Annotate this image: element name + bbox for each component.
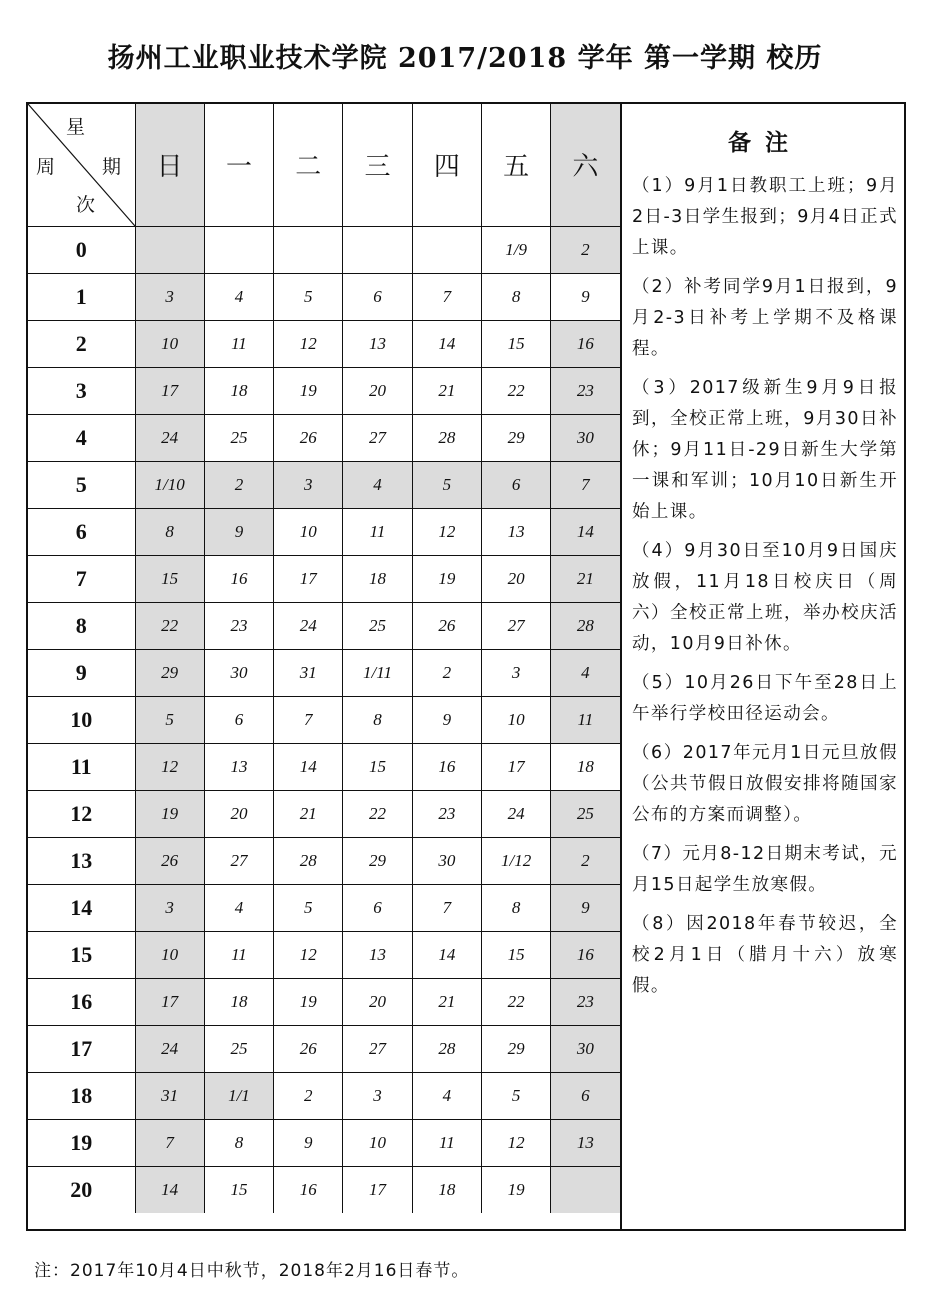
date-cell: 10 xyxy=(274,508,343,555)
date-cell: 11 xyxy=(551,696,620,743)
date-cell: 27 xyxy=(343,414,412,461)
date-cell: 1/9 xyxy=(481,226,550,273)
date-cell: 14 xyxy=(135,1166,204,1213)
date-cell xyxy=(274,226,343,273)
week-number: 19 xyxy=(28,1119,135,1166)
week-number: 4 xyxy=(28,414,135,461)
date-cell xyxy=(343,226,412,273)
date-cell: 13 xyxy=(343,931,412,978)
date-cell: 1/12 xyxy=(481,837,550,884)
date-cell: 12 xyxy=(274,931,343,978)
date-cell: 7 xyxy=(412,884,481,931)
date-cell: 4 xyxy=(412,1072,481,1119)
date-cell: 2 xyxy=(274,1072,343,1119)
date-cell: 29 xyxy=(343,837,412,884)
date-cell: 8 xyxy=(204,1119,273,1166)
date-cell: 17 xyxy=(274,555,343,602)
week-row xyxy=(28,1119,620,1166)
week-row xyxy=(28,508,620,555)
date-cell: 14 xyxy=(274,743,343,790)
week-number: 5 xyxy=(28,461,135,508)
week-number: 16 xyxy=(28,978,135,1025)
date-cell: 17 xyxy=(135,367,204,414)
date-cell: 13 xyxy=(551,1119,620,1166)
date-cell: 4 xyxy=(204,273,273,320)
date-cell: 24 xyxy=(274,602,343,649)
date-cell: 4 xyxy=(343,461,412,508)
corner-label-left: 周 xyxy=(36,156,56,178)
date-cell: 15 xyxy=(135,555,204,602)
date-cell: 2 xyxy=(412,649,481,696)
remarks-list xyxy=(632,171,898,1002)
week-number: 12 xyxy=(28,790,135,837)
date-cell: 25 xyxy=(551,790,620,837)
date-cell: 16 xyxy=(204,555,273,602)
date-cell: 2 xyxy=(551,837,620,884)
date-cell: 31 xyxy=(135,1072,204,1119)
date-cell: 27 xyxy=(481,602,550,649)
date-cell: 30 xyxy=(551,1025,620,1072)
date-cell: 23 xyxy=(551,978,620,1025)
date-cell: 11 xyxy=(412,1119,481,1166)
remark-item: （7）元月8-12日期末考试，元月15日起学生放寒假。 xyxy=(632,844,898,895)
date-cell: 18 xyxy=(204,367,273,414)
remark-item: （2）补考同学9月1日报到，9月2-3日补考上学期不及格课程。 xyxy=(632,277,898,359)
date-cell: 11 xyxy=(204,931,273,978)
date-cell: 28 xyxy=(551,602,620,649)
week-number: 9 xyxy=(28,649,135,696)
week-row xyxy=(28,367,620,414)
date-cell: 2 xyxy=(204,461,273,508)
date-cell: 5 xyxy=(274,273,343,320)
remark-item: （3）2017级新生9月9日报到，全校正常上班，9月30日补休；9月11日-29日新生大学第一课和军训；10月10日新生开始上课。 xyxy=(632,378,898,522)
date-cell: 13 xyxy=(343,320,412,367)
date-cell: 16 xyxy=(551,931,620,978)
date-cell: 19 xyxy=(481,1166,550,1213)
week-number: 17 xyxy=(28,1025,135,1072)
date-cell: 12 xyxy=(481,1119,550,1166)
date-cell: 30 xyxy=(204,649,273,696)
date-cell: 4 xyxy=(551,649,620,696)
date-cell: 19 xyxy=(412,555,481,602)
date-cell: 15 xyxy=(204,1166,273,1213)
date-cell: 4 xyxy=(204,884,273,931)
date-cell: 19 xyxy=(274,367,343,414)
date-cell: 18 xyxy=(551,743,620,790)
date-cell: 14 xyxy=(412,320,481,367)
week-number: 3 xyxy=(28,367,135,414)
week-number: 20 xyxy=(28,1166,135,1213)
day-header-thu: 四 xyxy=(412,104,481,226)
date-cell: 28 xyxy=(412,414,481,461)
week-number: 11 xyxy=(28,743,135,790)
date-cell: 17 xyxy=(481,743,550,790)
date-cell: 24 xyxy=(481,790,550,837)
date-cell: 22 xyxy=(343,790,412,837)
day-header-sun: 日 xyxy=(135,104,204,226)
date-cell: 8 xyxy=(135,508,204,555)
date-cell: 7 xyxy=(412,273,481,320)
week-row xyxy=(28,931,620,978)
date-cell: 20 xyxy=(343,367,412,414)
date-cell: 5 xyxy=(412,461,481,508)
week-number: 7 xyxy=(28,555,135,602)
date-cell: 6 xyxy=(343,884,412,931)
date-cell: 5 xyxy=(274,884,343,931)
date-cell: 23 xyxy=(204,602,273,649)
day-header-fri: 五 xyxy=(481,104,550,226)
date-cell: 21 xyxy=(551,555,620,602)
date-cell: 1/1 xyxy=(204,1072,273,1119)
date-cell: 29 xyxy=(481,1025,550,1072)
date-cell: 30 xyxy=(551,414,620,461)
date-cell: 19 xyxy=(135,790,204,837)
date-cell: 9 xyxy=(551,273,620,320)
date-cell: 3 xyxy=(135,884,204,931)
date-cell: 18 xyxy=(204,978,273,1025)
date-cell: 16 xyxy=(274,1166,343,1213)
date-cell: 9 xyxy=(551,884,620,931)
corner-label-right: 期 xyxy=(102,156,122,178)
date-cell: 5 xyxy=(481,1072,550,1119)
week-row xyxy=(28,414,620,461)
remarks-panel xyxy=(620,104,906,1229)
page-title: 扬州工业职业技术学院 2017/2018 学年 第一学期 校历 xyxy=(107,43,823,74)
date-cell: 6 xyxy=(551,1072,620,1119)
date-cell: 28 xyxy=(412,1025,481,1072)
date-cell: 26 xyxy=(412,602,481,649)
calendar-table xyxy=(28,104,621,1213)
date-cell: 11 xyxy=(343,508,412,555)
week-row xyxy=(28,602,620,649)
week-row xyxy=(28,273,620,320)
date-cell: 15 xyxy=(481,931,550,978)
week-number: 18 xyxy=(28,1072,135,1119)
date-cell: 12 xyxy=(412,508,481,555)
date-cell xyxy=(551,1166,620,1213)
date-cell: 18 xyxy=(343,555,412,602)
date-cell: 23 xyxy=(551,367,620,414)
week-number: 8 xyxy=(28,602,135,649)
date-cell: 10 xyxy=(135,320,204,367)
date-cell: 25 xyxy=(343,602,412,649)
remark-item: （6）2017年元月1日元旦放假（公共节假日放假安排将随国家公布的方案而调整）。 xyxy=(632,743,898,825)
date-cell: 22 xyxy=(481,367,550,414)
week-number: 13 xyxy=(28,837,135,884)
week-row xyxy=(28,555,620,602)
date-cell: 7 xyxy=(135,1119,204,1166)
remark-item: （1）9月1日教职工上班；9月2日-3日学生报到；9月4日正式上课。 xyxy=(632,176,898,258)
date-cell: 19 xyxy=(274,978,343,1025)
week-row xyxy=(28,320,620,367)
date-cell: 21 xyxy=(412,367,481,414)
date-cell: 6 xyxy=(343,273,412,320)
date-cell: 26 xyxy=(135,837,204,884)
week-number: 14 xyxy=(28,884,135,931)
date-cell: 3 xyxy=(343,1072,412,1119)
date-cell: 24 xyxy=(135,414,204,461)
week-row xyxy=(28,1166,620,1213)
date-cell: 3 xyxy=(135,273,204,320)
day-header-sat: 六 xyxy=(551,104,620,226)
date-cell: 16 xyxy=(412,743,481,790)
week-number: 1 xyxy=(28,273,135,320)
date-cell: 11 xyxy=(204,320,273,367)
date-cell: 12 xyxy=(274,320,343,367)
date-cell: 22 xyxy=(481,978,550,1025)
date-cell: 3 xyxy=(481,649,550,696)
date-cell: 20 xyxy=(204,790,273,837)
date-cell: 25 xyxy=(204,414,273,461)
date-cell: 9 xyxy=(204,508,273,555)
date-cell: 20 xyxy=(343,978,412,1025)
date-cell: 22 xyxy=(135,602,204,649)
date-cell: 15 xyxy=(343,743,412,790)
header-row xyxy=(28,104,620,226)
footnote: 注：2017年10月4日中秋节，2018年2月16日春节。 xyxy=(34,1261,470,1281)
remark-item: （4）9月30日至10月9日国庆放假，11月18日校庆日（周六）全校正常上班，举办校庆活动，10月9日补休。 xyxy=(632,541,898,654)
week-row xyxy=(28,226,620,273)
date-cell: 18 xyxy=(412,1166,481,1213)
calendar-frame xyxy=(26,102,906,1231)
date-cell: 23 xyxy=(412,790,481,837)
remarks-title: 备注 xyxy=(728,130,802,156)
week-row xyxy=(28,884,620,931)
date-cell: 10 xyxy=(481,696,550,743)
date-cell: 1/11 xyxy=(343,649,412,696)
date-cell: 3 xyxy=(274,461,343,508)
week-number: 15 xyxy=(28,931,135,978)
week-row xyxy=(28,790,620,837)
week-row xyxy=(28,696,620,743)
date-cell: 13 xyxy=(481,508,550,555)
date-cell: 14 xyxy=(412,931,481,978)
date-cell: 6 xyxy=(204,696,273,743)
corner-label-top: 星 xyxy=(66,116,86,138)
corner-label-bottom: 次 xyxy=(76,194,96,216)
date-cell: 29 xyxy=(135,649,204,696)
date-cell: 25 xyxy=(204,1025,273,1072)
date-cell: 21 xyxy=(412,978,481,1025)
date-cell: 8 xyxy=(343,696,412,743)
day-header-tue: 二 xyxy=(274,104,343,226)
week-number: 10 xyxy=(28,696,135,743)
week-row xyxy=(28,837,620,884)
date-cell: 24 xyxy=(135,1025,204,1072)
week-row xyxy=(28,1025,620,1072)
date-cell xyxy=(135,226,204,273)
day-header-wed: 三 xyxy=(343,104,412,226)
date-cell: 17 xyxy=(135,978,204,1025)
week-row xyxy=(28,1072,620,1119)
date-cell: 21 xyxy=(274,790,343,837)
week-row xyxy=(28,743,620,790)
week-number: 0 xyxy=(28,226,135,273)
date-cell: 8 xyxy=(481,273,550,320)
week-number: 2 xyxy=(28,320,135,367)
week-row xyxy=(28,649,620,696)
date-cell: 14 xyxy=(551,508,620,555)
date-cell: 16 xyxy=(551,320,620,367)
date-cell: 13 xyxy=(204,743,273,790)
date-cell: 2 xyxy=(551,226,620,273)
date-cell: 31 xyxy=(274,649,343,696)
date-cell: 1/10 xyxy=(135,461,204,508)
week-row xyxy=(28,461,620,508)
corner-header xyxy=(28,104,135,226)
date-cell: 10 xyxy=(135,931,204,978)
date-cell: 15 xyxy=(481,320,550,367)
day-header-mon: 一 xyxy=(204,104,273,226)
date-cell: 17 xyxy=(343,1166,412,1213)
date-cell: 6 xyxy=(481,461,550,508)
date-cell: 27 xyxy=(343,1025,412,1072)
week-number: 6 xyxy=(28,508,135,555)
date-cell: 9 xyxy=(412,696,481,743)
date-cell xyxy=(412,226,481,273)
date-cell: 28 xyxy=(274,837,343,884)
date-cell xyxy=(204,226,273,273)
date-cell: 26 xyxy=(274,1025,343,1072)
date-cell: 12 xyxy=(135,743,204,790)
date-cell: 30 xyxy=(412,837,481,884)
remark-item: （8）因2018年春节较迟，全校2月1日（腊月十六）放寒假。 xyxy=(632,914,898,996)
date-cell: 9 xyxy=(274,1119,343,1166)
date-cell: 5 xyxy=(135,696,204,743)
week-row xyxy=(28,978,620,1025)
date-cell: 8 xyxy=(481,884,550,931)
date-cell: 27 xyxy=(204,837,273,884)
date-cell: 26 xyxy=(274,414,343,461)
date-cell: 20 xyxy=(481,555,550,602)
date-cell: 10 xyxy=(343,1119,412,1166)
date-cell: 7 xyxy=(274,696,343,743)
remark-item: （5）10月26日下午至28日上午举行学校田径运动会。 xyxy=(632,673,898,724)
date-cell: 29 xyxy=(481,414,550,461)
date-cell: 7 xyxy=(551,461,620,508)
